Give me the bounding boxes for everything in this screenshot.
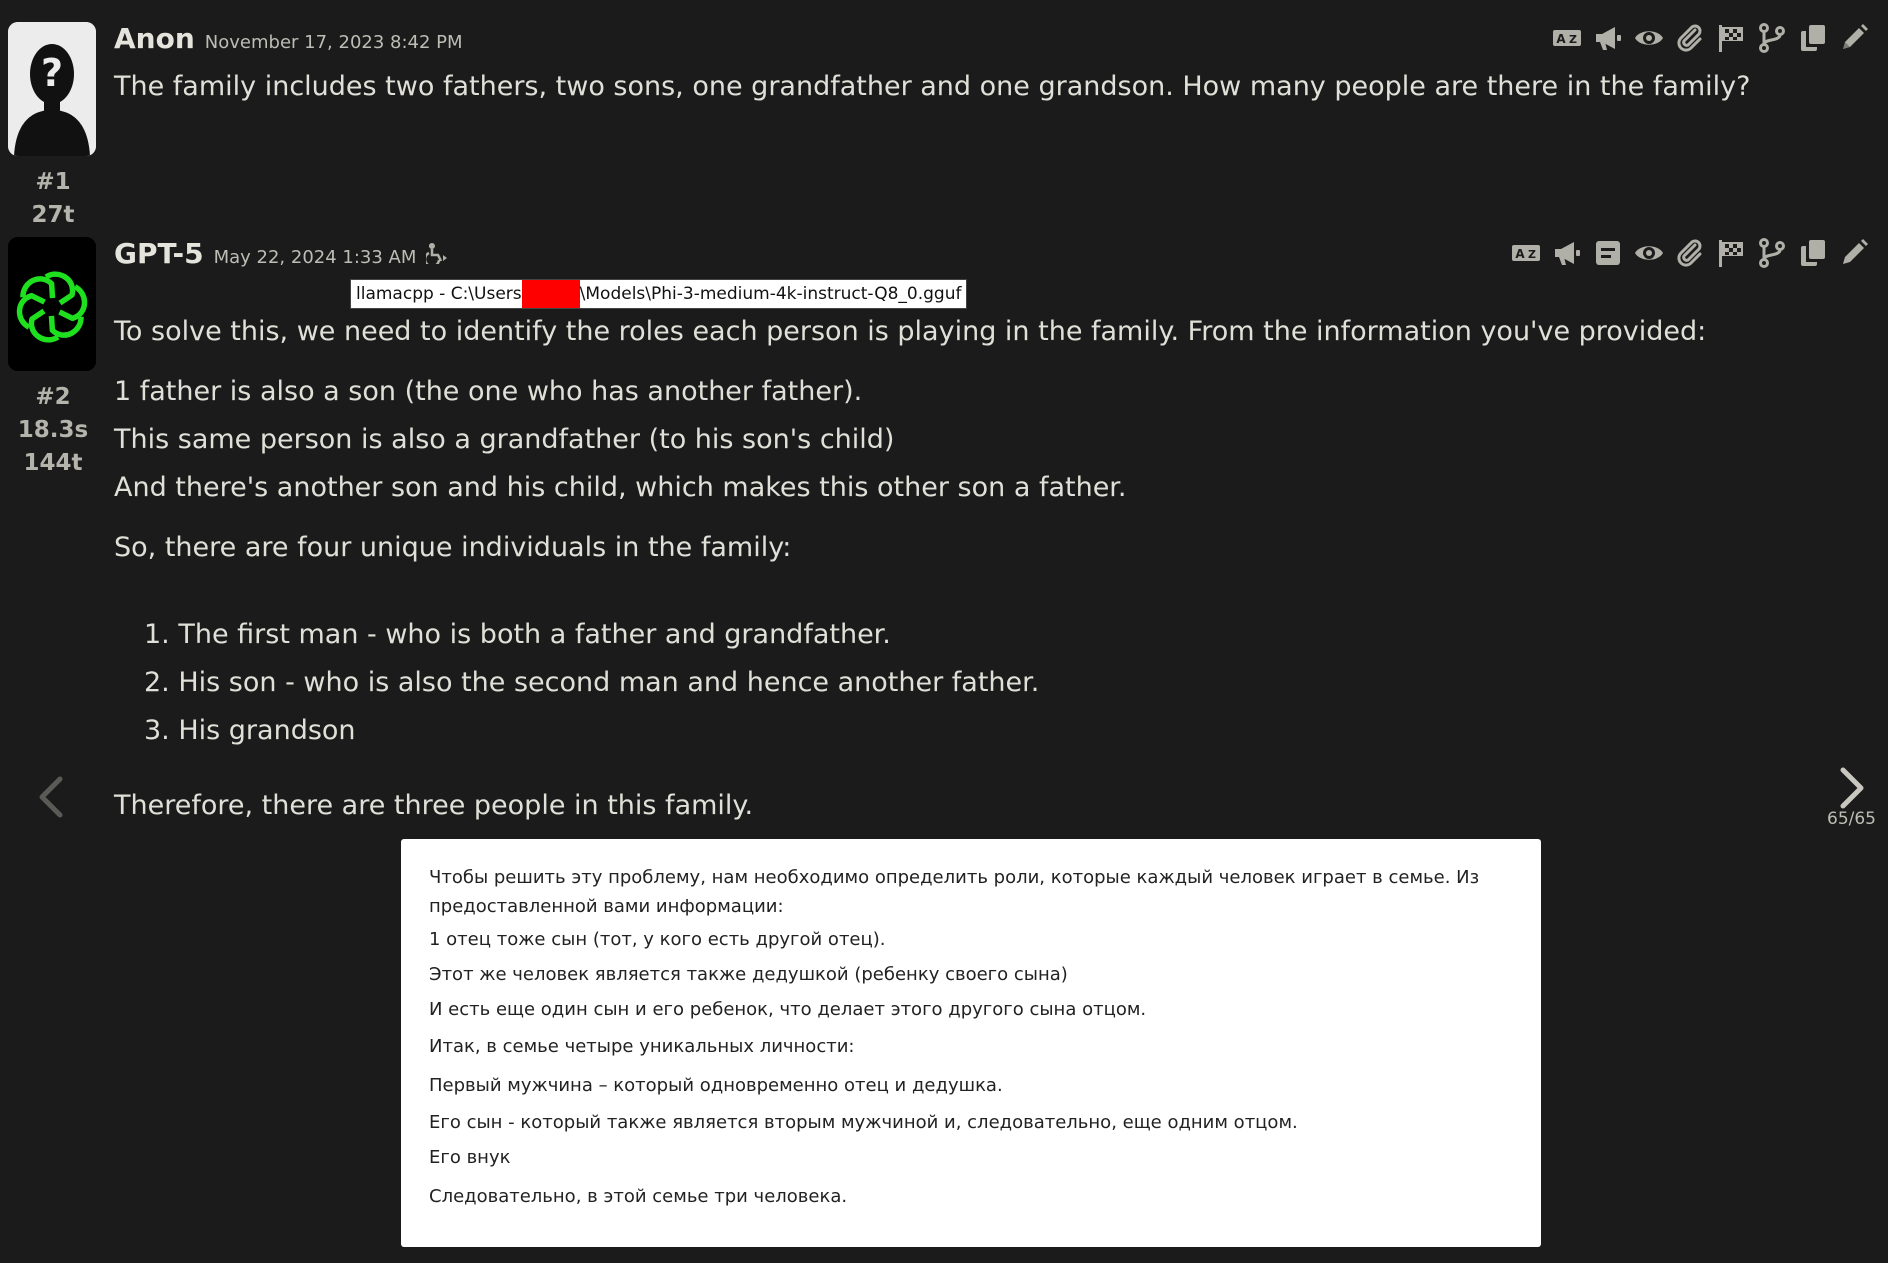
swipe-left-arrow[interactable]: [36, 775, 66, 823]
svg-text:A: A: [1556, 32, 1566, 46]
intro-paragraph: To solve this, we need to identify the roles each person is playing in the family. From the information you've provided:: [114, 316, 1707, 347]
list-item: 3. His grandson: [144, 715, 356, 746]
pencil-icon[interactable]: [1839, 23, 1869, 53]
conclusion-line: Therefore, there are three people in this family.: [114, 790, 754, 821]
flag-icon[interactable]: [1716, 238, 1746, 268]
translation-line: Его внук: [429, 1147, 511, 1168]
eye-icon[interactable]: [1634, 23, 1664, 53]
message-2-body: [114, 308, 1706, 830]
translate-icon[interactable]: [1511, 238, 1541, 268]
translation-popup: [401, 839, 1541, 1247]
swipe-counter: 65/65: [1827, 809, 1876, 829]
svg-text:?: ?: [40, 51, 64, 95]
translation-line: Первый мужчина – который одновременно отец и дедушка.: [429, 1075, 1003, 1096]
token-count: 144t: [23, 450, 83, 476]
message-2-actions: [1511, 238, 1869, 268]
generation-time: 18.3s: [17, 417, 89, 443]
flag-icon[interactable]: [1716, 23, 1746, 53]
copy-icon[interactable]: [1798, 238, 1828, 268]
list-item: 1. The first man - who is both a father and grandfather.: [144, 619, 891, 650]
svg-text:Z: Z: [1569, 33, 1577, 46]
note-icon[interactable]: [1593, 238, 1623, 268]
redaction-bar: [522, 280, 580, 308]
summary-line: So, there are four unique individuals in the family:: [114, 532, 792, 563]
translation-line: И есть еще один сын и его ребенок, что делает этого другого сына отцом.: [429, 999, 1147, 1020]
token-count: 27t: [31, 202, 75, 228]
copy-icon[interactable]: [1798, 23, 1828, 53]
translation-line: Его сын - который также является вторым мужчиной и, следовательно, еще одним отцом.: [429, 1112, 1298, 1133]
model-tooltip: llamacpp - C:\Users \Models\Phi-3-medium-4k-instruct-Q8_0.gguf: [350, 279, 967, 309]
gpt-avatar[interactable]: [8, 237, 96, 371]
svg-text:A: A: [1515, 247, 1525, 261]
paperclip-icon[interactable]: [1675, 238, 1705, 268]
timestamp: November 17, 2023 8:42 PM: [204, 32, 463, 53]
message-index: #1: [35, 169, 71, 195]
message-text: The family includes two fathers, two sons, one grandfather and one grandson. How many people are there in the family?: [114, 71, 1751, 102]
anon-avatar[interactable]: [8, 22, 96, 156]
translate-icon[interactable]: [1552, 23, 1582, 53]
pencil-icon[interactable]: [1839, 238, 1869, 268]
branch-icon[interactable]: [1757, 23, 1787, 53]
megaphone-icon[interactable]: [1552, 238, 1582, 268]
eye-icon[interactable]: [1634, 238, 1664, 268]
megaphone-icon[interactable]: [1593, 23, 1623, 53]
translation-line: Этот же человек является также дедушкой (ребенку своего сына): [429, 964, 1068, 985]
reasoning-line: 1 father is also a son (the one who has another father).: [114, 376, 863, 407]
list-item: 2. His son - who is also the second man and hence another father.: [144, 667, 1040, 698]
translation-line: Итак, в семье четыре уникальных личности:: [429, 1036, 855, 1057]
timestamp: May 22, 2024 1:33 AM: [213, 247, 417, 268]
author-name: Anon: [114, 22, 195, 55]
reasoning-line: And there's another son and his child, which makes this other son a father.: [114, 472, 1127, 503]
message-index: #2: [35, 384, 71, 410]
reasoning-line: This same person is also a grandfather (to his son's child): [114, 424, 895, 455]
translation-line: Чтобы решить эту проблему, нам необходимо определить роли, которые каждый человек играет в семье. Из предоставленной вами информации:: [429, 867, 1480, 917]
author-name: GPT-5: [114, 237, 204, 270]
message-1-actions: [1552, 23, 1869, 53]
model-info-icon[interactable]: [426, 240, 448, 268]
paperclip-icon[interactable]: [1675, 23, 1705, 53]
svg-text:Z: Z: [1528, 248, 1536, 261]
translation-line: Следовательно, в этой семье три человека.: [429, 1186, 848, 1207]
swipe-right-arrow[interactable]: [1837, 766, 1867, 814]
branch-icon[interactable]: [1757, 238, 1787, 268]
translation-line: 1 отец тоже сын (тот, у кого есть другой отец).: [429, 929, 886, 950]
